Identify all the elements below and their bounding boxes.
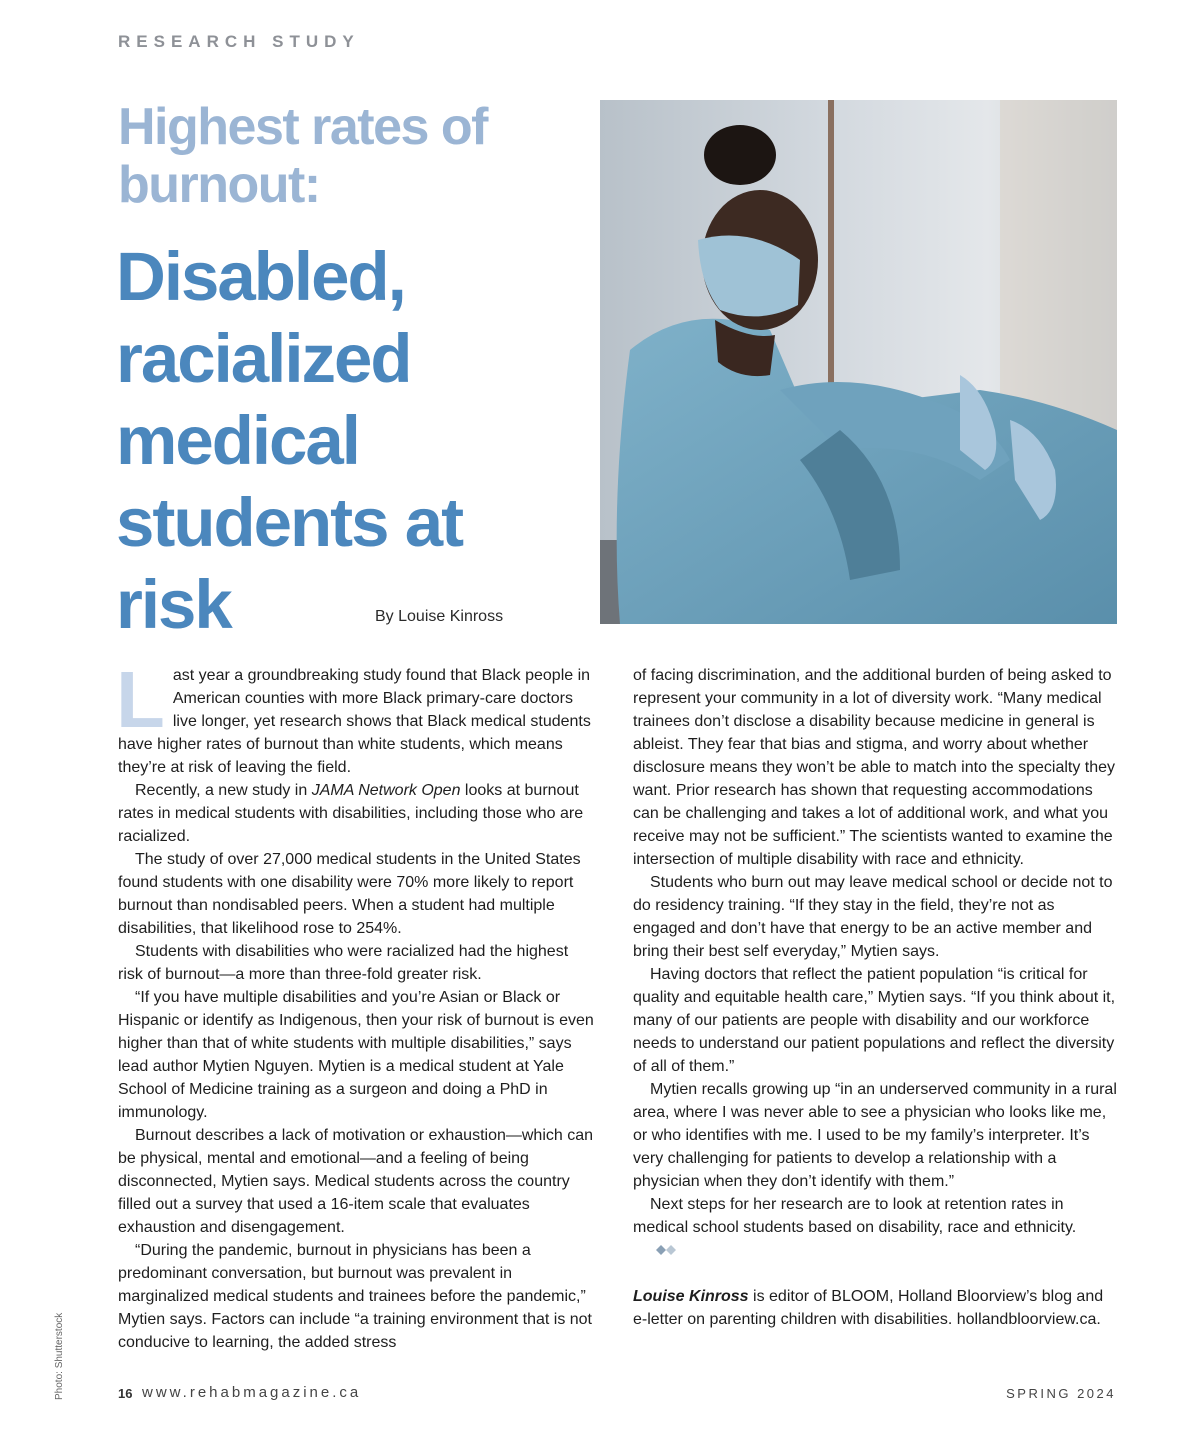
article-photo [600, 100, 1117, 624]
paragraph-2-text-a: Recently, a new study in [135, 782, 312, 799]
diamond-end-mark-icon [639, 1239, 676, 1262]
paragraph-1 [116, 655, 596, 779]
author-bio-text: is editor of BLOOM, Holland Bloorview’s blog and e-letter on parenting children with disabilities. hollandbloorview.ca. [633, 1288, 1104, 1329]
paragraph-6: Burnout describes a lack of motivation or exhaustion—which can be physical, mental and emotional—and a feeling of being disconnected, Mytien says. Medical students across the country filled out a survey that used a 16-item scale that evaluates exhaustion and disengagement. [118, 1127, 594, 1236]
byline: By Louise Kinross [375, 608, 504, 625]
paragraph-10: Mytien recalls growing up “in an underserved community in a rural area, where I was never able to see a physician who looks like me, or who identifies with me. I used to be my family’s interpreter. It’s very challenging for patients to develop a relationship with a physician when they don’t identify with them.” [633, 1081, 1117, 1190]
paragraph-9: Having doctors that reflect the patient population “is critical for quality and equitable health care,” Mytien says. “If you think about it, many of our patients are people with disability and our workforce needs to understand our patient populations and reflect the diversity of all of them.” [633, 966, 1116, 1075]
paragraph-8: Students who burn out may leave medical school or decide not to do residency training. “If they stay in the field, they’re not as engaged and don’t have that energy to be an active member and bring their best self everyday,” Mytien says. [633, 874, 1113, 960]
paragraph-1-text: ast year a groundbreaking study found that Black people in American counties with more Black primary-care doctors live longer, yet research shows that Black medical students have higher rates of burnout than white students, which means they’re at risk of leaving the field. [118, 667, 591, 776]
author-bio-name: Louise Kinross [633, 1288, 749, 1306]
headline-kicker: Highest rates of burnout: [118, 98, 487, 214]
paragraph-3: The study of over 27,000 medical students in the United States found students with one disability were 70% more likely to report burnout than nondisabled peers. When a student had multiple disabilities, that likelihood rose to 254%. [118, 851, 581, 937]
paragraph-11 [633, 1193, 1119, 1262]
photo-nurse-resting-icon [600, 100, 1117, 624]
footer-issue: SPRING 2024 [1006, 1386, 1116, 1401]
section-label: RESEARCH STUDY [118, 32, 360, 51]
article-column-right [633, 664, 1119, 1331]
photo-credit: Photo: Shutterstock [54, 1312, 65, 1400]
article-column-left [116, 655, 596, 1354]
drop-cap: L [116, 655, 165, 744]
journal-name: JAMA Network Open [311, 782, 461, 799]
headline: Disabled, racialized medical students at risk [116, 238, 463, 643]
paragraph-2-text-b: looks at burnout rates in medical students with disabilities, including those who are racialized. [118, 782, 584, 845]
paragraph-11-text: Next steps for her research are to look at retention rates in medical school students based on disability, race and ethnicity. [633, 1196, 1077, 1236]
paragraph-7-continued: of facing discrimination, and the additional burden of being asked to represent your community in a lot of diversity work. “Many medical trainees don’t disclose a disability because medicine in general is ableist. They fear that bias and stigma, and worry about whether disclosure means they won’t be able to match into the specialty they want. Prior research has shown that requesting accommodations can be challenging and takes a lot of additional work, and what you receive may not be sufficient.” The scientists wanted to examine the intersection of multiple disability with race and ethnicity. [633, 667, 1116, 868]
paragraph-4: Students with disabilities who were racialized had the highest risk of burnout—a more than three-fold greater risk. [118, 943, 569, 983]
paragraph-2 [118, 779, 596, 848]
footer-url: www.rehabmagazine.ca [142, 1384, 362, 1401]
paragraph-5: “If you have multiple disabilities and you’re Asian or Black or Hispanic or identify as Indigenous, then your risk of burnout is even higher than that of white students with multiple disabilities,” says lead author Mytien Nguyen. Mytien is a medical student at Yale School of Medicine training as a surgeon and doing a PhD in immunology. [118, 989, 594, 1121]
paragraph-7-start: “During the pandemic, burnout in physicians has been a predominant conversation, but burnout was prevalent in marginalized medical students and trainees before the pandemic,” Mytien says. Factors can include “a training environment that is not conducive to learning, the added stress [118, 1242, 592, 1351]
page-number: 16 [118, 1386, 133, 1401]
author-bio [633, 1285, 1119, 1331]
